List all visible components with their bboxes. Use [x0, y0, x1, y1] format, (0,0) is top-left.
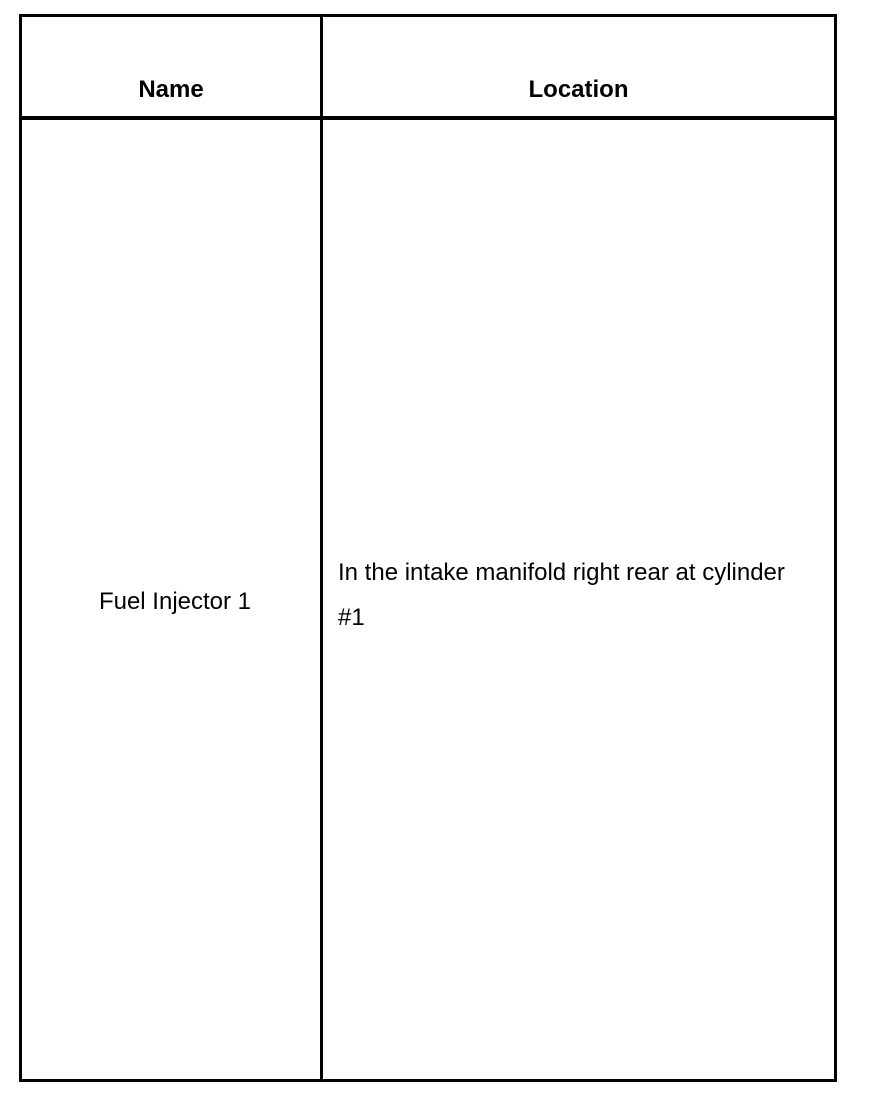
component-location-table: [19, 14, 837, 1082]
component-location: In the intake manifold right rear at cylinder #1: [338, 558, 785, 631]
header-name-label: Name: [138, 76, 204, 103]
table-row-location-cell: [323, 120, 834, 1079]
component-name: Fuel Injector 1: [98, 587, 252, 615]
header-location-label: Location: [528, 76, 629, 103]
header-name: [22, 17, 320, 116]
header-location: [323, 17, 834, 116]
table-row-name-cell: [22, 120, 320, 1079]
